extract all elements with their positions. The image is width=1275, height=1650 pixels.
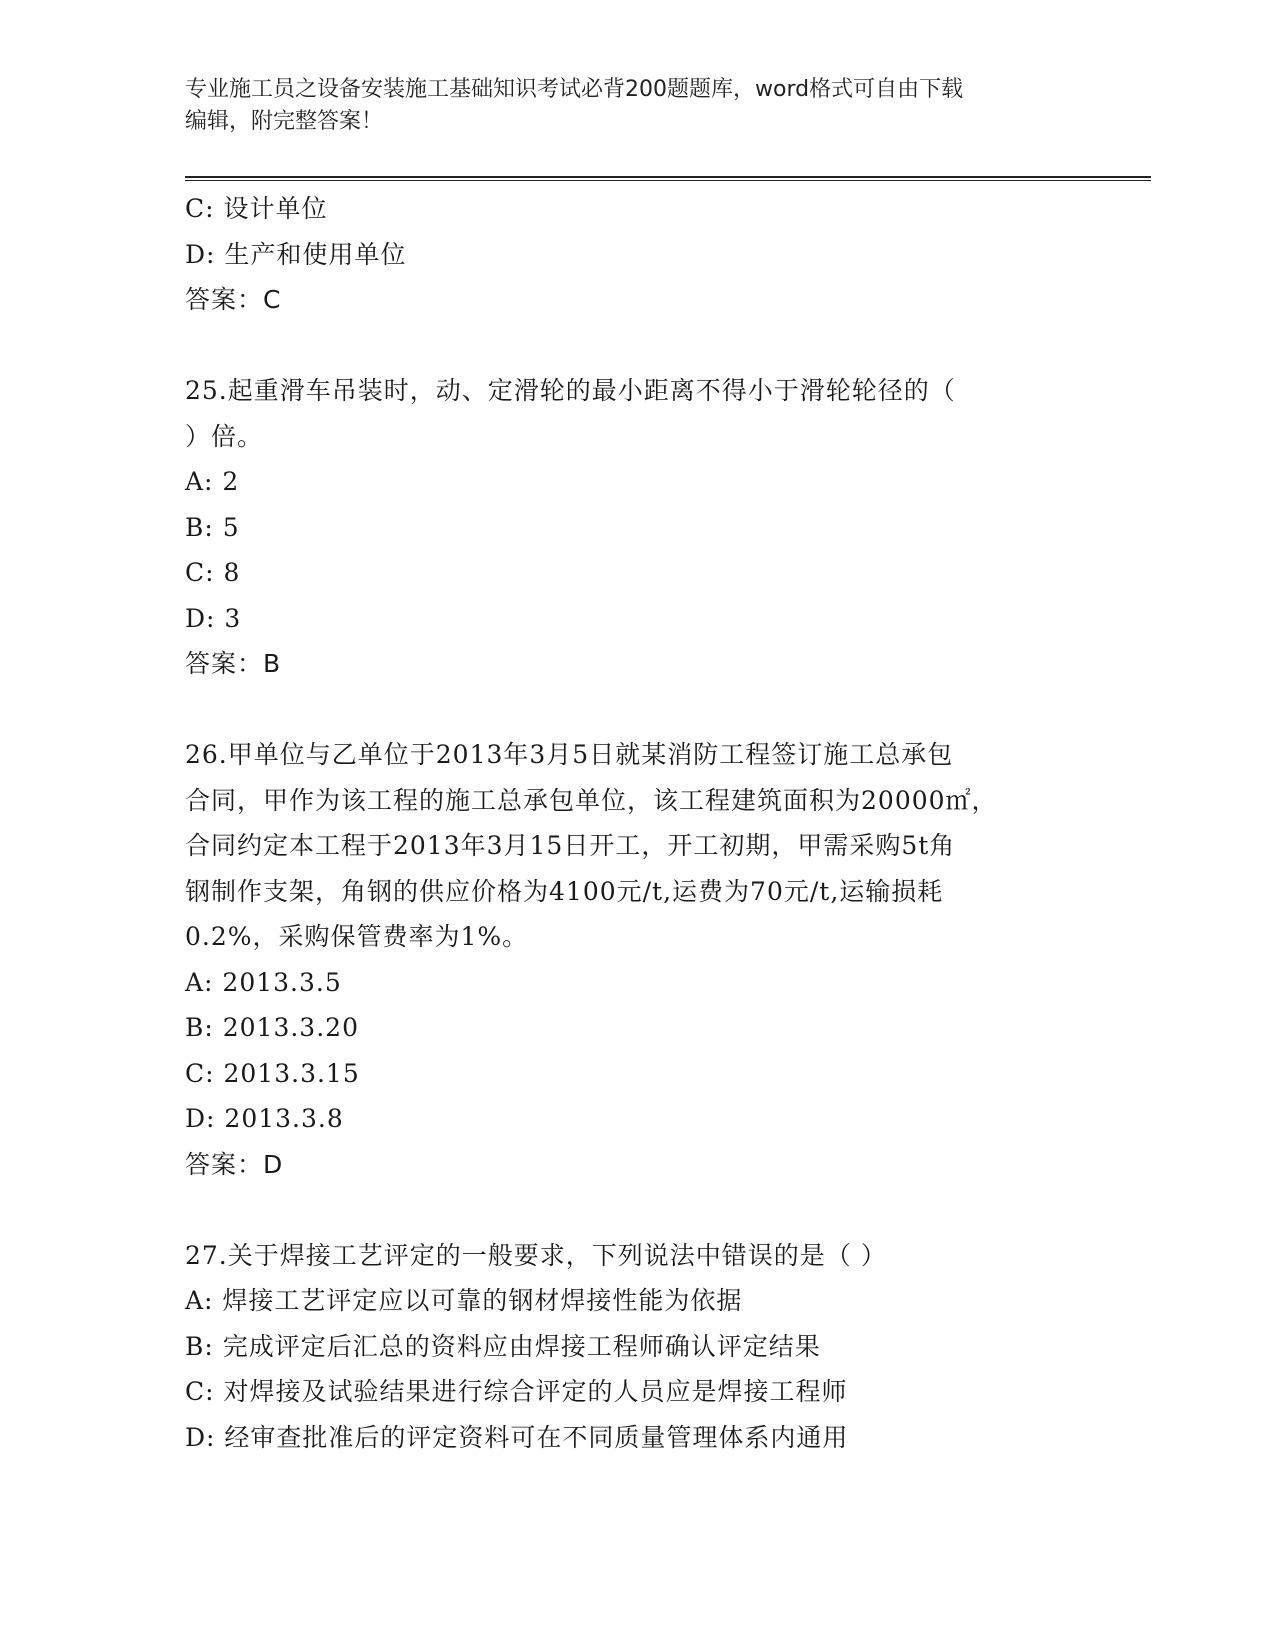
question-stem-line: 合同约定本工程于2013年3月15日开工，开工初期，甲需采购5t角: [185, 831, 956, 860]
question-list: [185, 186, 1075, 1460]
option-a: A: 焊接工艺评定应以可靠的钢材焊接性能为依据: [185, 1286, 743, 1315]
spacer: [185, 1187, 1075, 1233]
answer-label: 答案：C: [185, 285, 282, 314]
option-c: C: 2013.3.15: [185, 1058, 360, 1088]
option-b: B: 2013.3.20: [185, 1013, 359, 1042]
option-c: C: 设计单位: [185, 194, 328, 223]
header-title-line2: 编辑，附完整答案！: [185, 109, 384, 134]
question-stem-line: 合同，甲作为该工程的施工总承包单位，该工程建筑面积为20000㎡，: [185, 785, 998, 815]
question-24-continued: [185, 186, 1075, 323]
option-c: C: 8: [185, 558, 241, 587]
option-b: B: 5: [185, 512, 240, 542]
question-stem-line: ）倍。: [185, 421, 264, 451]
question-stem-line: 27.关于焊接工艺评定的一般要求，下列说法中错误的是（ ）: [185, 1240, 887, 1270]
option-a: A: 2013.3.5: [185, 967, 342, 997]
page-header: [185, 74, 1065, 138]
question-26: [185, 732, 1075, 1187]
option-b: B: 完成评定后汇总的资料应由焊接工程师确认评定结果: [185, 1331, 821, 1361]
question-stem-line: 26.甲单位与乙单位于2013年3月5日就某消防工程签订施工总承包: [185, 740, 954, 769]
question-stem-line: 25.起重滑车吊装时，动、定滑轮的最小距离不得小于滑轮轮径的（: [185, 376, 956, 405]
question-25: [185, 368, 1075, 687]
answer-label: 答案：B: [185, 649, 282, 678]
header-title-line1: 专业施工员之设备安装施工基础知识考试必背200题题库，word格式可自由下载: [185, 77, 964, 102]
header-divider: [185, 176, 1151, 181]
question-27: [185, 1233, 1075, 1461]
option-a: A: 2: [185, 467, 240, 496]
spacer: [185, 323, 1075, 369]
option-d: D: 生产和使用单位: [185, 239, 407, 269]
option-c: C: 对焊接及试验结果进行综合评定的人员应是焊接工程师: [185, 1377, 848, 1406]
option-d: D: 经审查批准后的评定资料可在不同质量管理体系内通用: [185, 1422, 849, 1452]
spacer: [185, 687, 1075, 733]
question-stem-line: 0.2%，采购保管费率为1%。: [185, 922, 529, 951]
option-d: D: 2013.3.8: [185, 1104, 344, 1133]
answer-label: 答案：D: [185, 1149, 284, 1179]
question-stem-line: 钢制作支架，角钢的供应价格为4100元/t,运费为70元/t,运输损耗: [185, 876, 944, 906]
option-d: D: 3: [185, 603, 242, 633]
